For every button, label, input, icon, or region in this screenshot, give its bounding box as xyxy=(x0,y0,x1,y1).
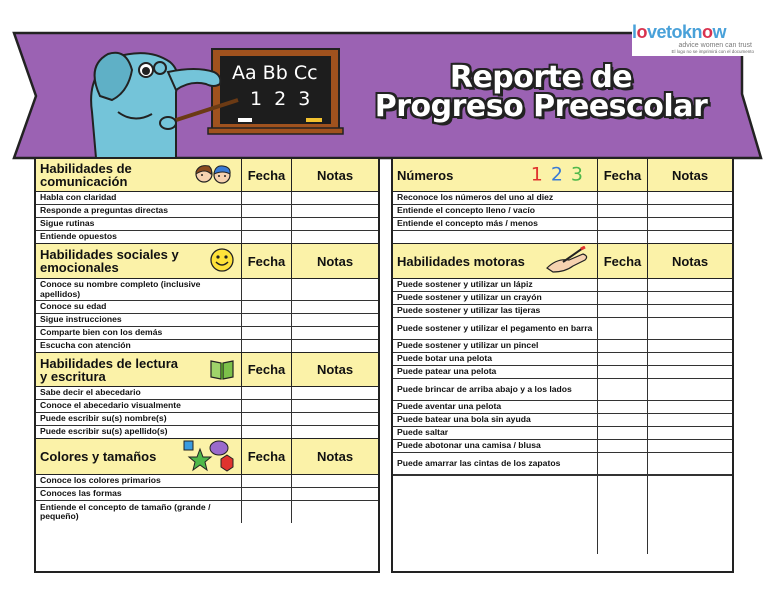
notes-cell[interactable] xyxy=(292,426,378,438)
skill-label: Puede saltar xyxy=(393,427,598,439)
skill-label: Sigue instrucciones xyxy=(36,314,242,326)
table-row xyxy=(393,440,732,453)
notes-cell[interactable] xyxy=(648,427,732,439)
skill-label: Conoce su nombre completo (inclusive apellidos) xyxy=(36,279,242,300)
notes-cell[interactable] xyxy=(648,205,732,217)
skill-label: Conoces las formas xyxy=(36,488,242,500)
table-row xyxy=(393,353,732,366)
date-cell[interactable] xyxy=(598,279,648,291)
skill-label: Puede brincar de arriba abajo y a los lados xyxy=(393,379,598,400)
date-cell[interactable] xyxy=(242,501,292,523)
skill-label: Puede aventar una pelota xyxy=(393,401,598,413)
notes-cell[interactable] xyxy=(648,379,732,400)
skill-label: Puede sostener y utilizar las tijeras xyxy=(393,305,598,317)
logo-print-note: El logo no se imprimirá con el documento xyxy=(671,49,754,54)
date-cell[interactable] xyxy=(598,305,648,317)
section-title xyxy=(393,159,598,191)
skill-label: Puede abotonar una camisa / blusa xyxy=(393,440,598,452)
skill-label xyxy=(393,231,598,243)
date-cell[interactable] xyxy=(598,401,648,413)
date-cell[interactable] xyxy=(242,488,292,500)
section-header xyxy=(36,244,378,279)
section-title xyxy=(36,353,242,386)
skill-label: Puede sostener y utilizar un crayón xyxy=(393,292,598,304)
notes-cell[interactable] xyxy=(648,414,732,426)
logo-word-part: vetokn xyxy=(647,22,703,42)
table-row xyxy=(36,301,378,314)
notes-cell[interactable] xyxy=(648,440,732,452)
date-cell[interactable] xyxy=(598,292,648,304)
date-cell[interactable] xyxy=(598,353,648,365)
column-header-notas: Notas xyxy=(316,253,354,269)
column-header-fecha: Fecha xyxy=(242,353,292,386)
date-cell[interactable] xyxy=(598,453,648,474)
table-row xyxy=(393,366,732,379)
column-header-fecha: Fecha xyxy=(598,244,648,278)
column-header-notas: Notas xyxy=(316,362,354,377)
date-cell[interactable] xyxy=(242,475,292,487)
chalkboard-letters: Aa Bb Cc xyxy=(232,62,318,84)
column-header-fecha: Fecha xyxy=(242,439,292,474)
date-cell[interactable] xyxy=(598,231,648,243)
skill-label: Conoce los colores primarios xyxy=(36,475,242,487)
smiley-face-icon xyxy=(209,247,235,275)
notes-cell[interactable] xyxy=(292,231,378,243)
page-title-line-1: Reporte de xyxy=(449,60,633,95)
empty-notes-cell[interactable] xyxy=(648,476,732,554)
skill-label: Escucha con atención xyxy=(36,340,242,352)
date-cell[interactable] xyxy=(598,414,648,426)
column-header-notas: Notas xyxy=(671,167,709,183)
skill-label: Conoce su edad xyxy=(36,301,242,313)
column-header-notas: Notas xyxy=(316,167,354,183)
table-row xyxy=(36,279,378,301)
skill-label: Entiende el concepto más / menos xyxy=(393,218,598,230)
notes-cell[interactable] xyxy=(648,279,732,291)
table-row xyxy=(36,231,378,244)
date-cell[interactable] xyxy=(242,301,292,313)
table-row xyxy=(36,327,378,340)
date-cell[interactable] xyxy=(242,314,292,326)
empty-date-cell[interactable] xyxy=(598,476,648,554)
section-title-text: Habilidades sociales y emocionales xyxy=(40,247,179,275)
empty-skill-cell xyxy=(393,476,598,554)
notes-cell[interactable] xyxy=(648,231,732,243)
table-row xyxy=(36,192,378,205)
skill-label: Puede escribir su(s) apellido(s) xyxy=(36,426,242,438)
table-row xyxy=(36,400,378,413)
skill-label: Puede sostener y utilizar un lápiz xyxy=(393,279,598,291)
table-row xyxy=(393,218,732,231)
table-row xyxy=(36,413,378,426)
skill-label: Comparte bien con los demás xyxy=(36,327,242,339)
notes-cell[interactable] xyxy=(292,301,378,313)
notes-cell[interactable] xyxy=(648,192,732,204)
table-row xyxy=(36,218,378,231)
date-cell[interactable] xyxy=(242,231,292,243)
logo-heart-o: o xyxy=(702,22,713,42)
section-header xyxy=(36,159,378,192)
hand-writing-icon xyxy=(543,246,591,276)
logo-word-part: l xyxy=(632,22,637,42)
notes-cell[interactable] xyxy=(292,488,378,500)
table-row xyxy=(36,314,378,327)
date-cell[interactable] xyxy=(242,426,292,438)
table-row xyxy=(36,501,378,523)
table-row xyxy=(36,340,378,353)
left-table xyxy=(34,157,380,573)
table-row xyxy=(36,205,378,218)
section-header xyxy=(393,159,732,192)
notes-cell[interactable] xyxy=(292,327,378,339)
number-glyph: 1 xyxy=(530,163,543,186)
skill-label: Sabe decir el abecedario xyxy=(36,387,242,399)
notes-cell[interactable] xyxy=(648,353,732,365)
table-row xyxy=(36,475,378,488)
column-header-fecha: Fecha xyxy=(598,159,648,191)
date-cell[interactable] xyxy=(242,400,292,412)
table-row xyxy=(393,401,732,414)
notes-cell[interactable] xyxy=(292,279,378,300)
notes-cell[interactable] xyxy=(648,305,732,317)
notes-cell[interactable] xyxy=(648,218,732,230)
lovetoknow-logo xyxy=(632,22,758,56)
logo-word-part: w xyxy=(712,22,727,42)
notes-cell[interactable] xyxy=(648,340,732,352)
skill-label: Sigue rutinas xyxy=(36,218,242,230)
skill-label: Puede patear una pelota xyxy=(393,366,598,378)
date-cell[interactable] xyxy=(242,387,292,399)
notes-cell[interactable] xyxy=(292,413,378,425)
date-cell[interactable] xyxy=(242,205,292,217)
date-cell[interactable] xyxy=(242,192,292,204)
table-row xyxy=(393,453,732,475)
notes-cell[interactable] xyxy=(292,192,378,204)
skill-label: Puede botar una pelota xyxy=(393,353,598,365)
table-row xyxy=(393,192,732,205)
table-row xyxy=(36,426,378,439)
date-cell[interactable] xyxy=(598,340,648,352)
date-cell[interactable] xyxy=(598,427,648,439)
skill-label: Habla con claridad xyxy=(36,192,242,204)
date-cell[interactable] xyxy=(598,379,648,400)
section-title xyxy=(36,439,242,474)
table-row xyxy=(393,305,732,318)
table-row xyxy=(393,427,732,440)
children-faces-icon xyxy=(191,162,235,188)
notes-cell[interactable] xyxy=(292,340,378,352)
notes-cell[interactable] xyxy=(292,475,378,487)
logo-heart-o: o xyxy=(636,22,648,42)
table-row xyxy=(36,387,378,400)
table-row xyxy=(393,379,732,401)
section-title xyxy=(393,244,598,278)
date-cell[interactable] xyxy=(242,218,292,230)
notes-cell[interactable] xyxy=(292,387,378,399)
notes-cell[interactable] xyxy=(648,318,732,339)
number-glyph: 3 xyxy=(570,163,583,186)
section-title xyxy=(36,244,242,278)
skill-label: Conoce el abecedario visualmente xyxy=(36,400,242,412)
table-row xyxy=(393,205,732,218)
skill-label: Entiende el concepto lleno / vacío xyxy=(393,205,598,217)
skill-label: Puede amarrar las cintas de los zapatos xyxy=(393,453,598,474)
section-title xyxy=(36,159,242,191)
column-header-fecha: Fecha xyxy=(242,244,292,278)
column-header-fecha: Fecha xyxy=(242,159,292,191)
column-header-notas: Notas xyxy=(671,253,709,269)
date-cell[interactable] xyxy=(242,340,292,352)
chalkboard-numbers: 1 2 3 xyxy=(250,88,314,110)
section-title-text: Habilidades de lectura y escritura xyxy=(40,355,178,384)
table-row xyxy=(393,318,732,340)
notes-cell[interactable] xyxy=(648,366,732,378)
date-cell[interactable] xyxy=(598,192,648,204)
notes-cell[interactable] xyxy=(292,501,378,523)
notes-cell[interactable] xyxy=(292,218,378,230)
notes-cell[interactable] xyxy=(292,314,378,326)
date-cell[interactable] xyxy=(598,440,648,452)
section-title-text: Habilidades motoras xyxy=(397,253,525,269)
date-cell[interactable] xyxy=(598,205,648,217)
shapes-icon xyxy=(183,439,235,475)
section-title-text: Habilidades de comunicación xyxy=(40,161,132,189)
date-cell[interactable] xyxy=(242,327,292,339)
logo-wordmark xyxy=(632,22,758,42)
empty-rows-area xyxy=(393,475,732,554)
table-row xyxy=(393,414,732,427)
table-row xyxy=(393,279,732,292)
page-title-line-2: Progreso Preescolar xyxy=(374,89,708,124)
date-cell[interactable] xyxy=(242,279,292,300)
table-row xyxy=(393,292,732,305)
section-title-text: Colores y tamaños xyxy=(40,449,157,464)
notes-cell[interactable] xyxy=(648,401,732,413)
skill-label: Entiende el concepto de tamaño (grande / pequeño) xyxy=(36,501,242,523)
right-table xyxy=(391,157,734,573)
logo-tagline: advice women can trust xyxy=(678,42,752,49)
section-header xyxy=(36,439,378,475)
section-title-text: Números xyxy=(397,167,454,183)
notes-cell[interactable] xyxy=(648,453,732,474)
skill-label: Puede batear una bola sin ayuda xyxy=(393,414,598,426)
number-glyph: 2 xyxy=(550,163,563,186)
skill-label: Puede sostener y utilizar el pegamento en barra xyxy=(393,318,598,339)
notes-cell[interactable] xyxy=(648,292,732,304)
skill-label: Puede escribir su(s) nombre(s) xyxy=(36,413,242,425)
skill-label: Entiende opuestos xyxy=(36,231,242,243)
date-cell[interactable] xyxy=(598,366,648,378)
notes-cell[interactable] xyxy=(292,205,378,217)
skill-label: Puede sostener y utilizar un pincel xyxy=(393,340,598,352)
section-header xyxy=(36,353,378,387)
table-row xyxy=(393,340,732,353)
book-icon xyxy=(209,357,235,383)
date-cell[interactable] xyxy=(598,318,648,339)
date-cell[interactable] xyxy=(242,413,292,425)
table-row xyxy=(36,488,378,501)
column-header-notas: Notas xyxy=(316,449,354,464)
notes-cell[interactable] xyxy=(292,400,378,412)
table-row xyxy=(393,231,732,244)
section-header xyxy=(393,244,732,279)
skill-label: Responde a preguntas directas xyxy=(36,205,242,217)
skill-label: Reconoce los números del uno al diez xyxy=(393,192,598,204)
numbers-icon xyxy=(530,163,583,186)
date-cell[interactable] xyxy=(598,218,648,230)
